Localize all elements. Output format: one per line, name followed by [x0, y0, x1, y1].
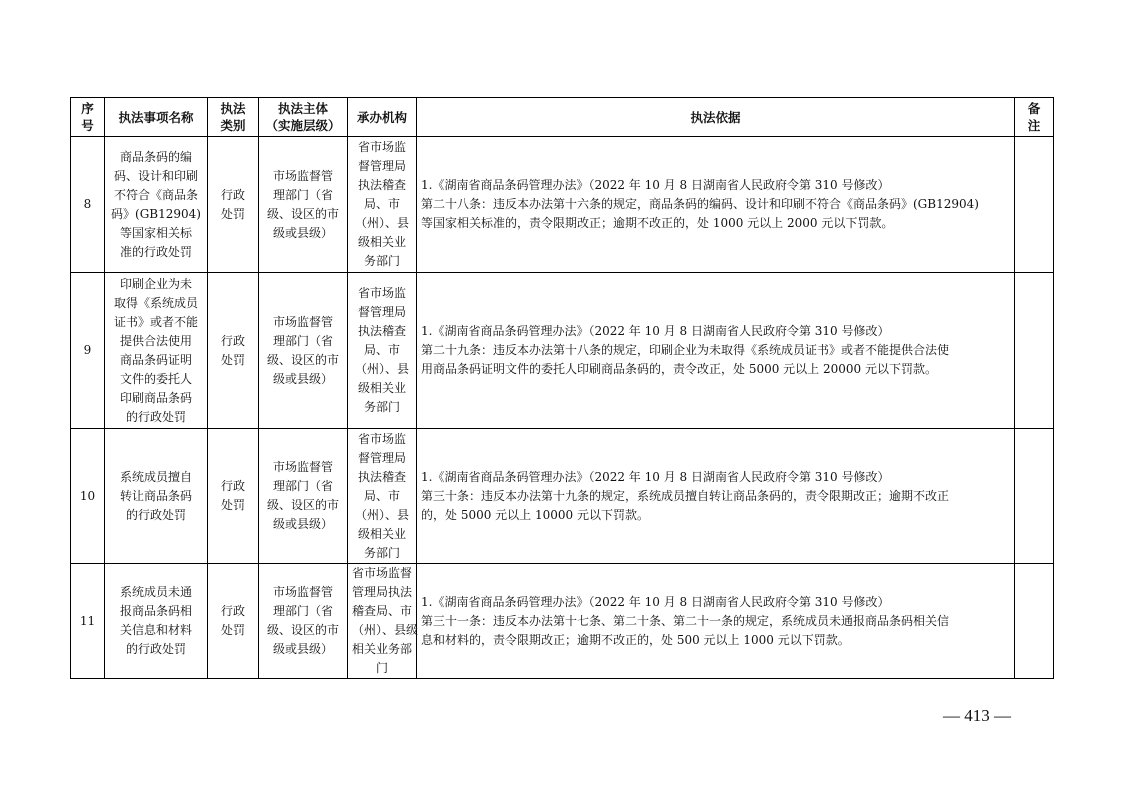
row-item-name: 系统成员未通 报商品条码相 关信息和材料 的行政处罚 [105, 564, 208, 679]
row-subject: 市场监督管 理部门（省 级、设区的市 级或县级） [259, 273, 348, 429]
row-organization: 省市场监 督管理局 执法稽查 局、市 （州）、县 级相关业 务部门 [348, 429, 417, 564]
row-remarks [1015, 273, 1054, 429]
table-row [71, 273, 1054, 429]
row-seq: 8 [71, 137, 105, 273]
row-organization: 省市场监 督管理局 执法稽查 局、市 （州）、县 级相关业 务部门 [348, 273, 417, 429]
header-category: 执法 类别 [208, 98, 259, 137]
header-item-name: 执法事项名称 [105, 98, 208, 137]
header-subject: 执法主体 （实施层级） [259, 98, 348, 137]
row-seq: 11 [71, 564, 105, 679]
row-item-name: 商品条码的编 码、设计和印刷 不符合《商品条 码》(GB12904) 等国家相关标 准的行政处罚 [105, 137, 208, 273]
row-seq: 10 [71, 429, 105, 564]
enforcement-items-table [70, 97, 1054, 679]
header-seq: 序 号 [71, 98, 105, 137]
row-legal-basis: 1.《湖南省商品条码管理办法》（2022 年 10 月 8 日湖南省人民政府令第 310 号修改） 第三十条：违反本办法第十九条的规定，系统成员擅自转让商品条码的，责令限期改正；逾期不改正 的，处 5000 元以上 10000 元以下罚款。 [417, 429, 1015, 564]
table-row [71, 564, 1054, 679]
page-number: — 413 — [943, 706, 1011, 725]
header-legal-basis: 执法依据 [417, 98, 1015, 137]
row-seq: 9 [71, 273, 105, 429]
row-remarks [1015, 564, 1054, 679]
row-item-name: 系统成员擅自 转让商品条码 的行政处罚 [105, 429, 208, 564]
table-header-row [71, 98, 1054, 137]
header-organization: 承办机构 [348, 98, 417, 137]
row-remarks [1015, 429, 1054, 564]
row-legal-basis: 1.《湖南省商品条码管理办法》（2022 年 10 月 8 日湖南省人民政府令第 310 号修改） 第二十九条：违反本办法第十八条的规定，印刷企业为未取得《系统成员证书》或者不能提供合法使 用商品条码证明文件的委托人印刷商品条码的，责令改正，处 5000 元以上 20000 元以下罚款。 [417, 273, 1015, 429]
row-legal-basis: 1.《湖南省商品条码管理办法》（2022 年 10 月 8 日湖南省人民政府令第 310 号修改） 第二十八条：违反本办法第十六条的规定，商品条码的编码、设计和印刷不符合《商品条码》(GB12904) 等国家相关标准的，责令限期改正；逾期不改正的，处 1000 元以上 2000 元以下罚款。 [417, 137, 1015, 273]
row-category: 行政 处罚 [208, 429, 259, 564]
row-subject: 市场监督管 理部门（省 级、设区的市 级或县级） [259, 564, 348, 679]
row-organization: 省市场监 督管理局 执法稽查 局、市 （州）、县 级相关业 务部门 [348, 137, 417, 273]
row-category: 行政 处罚 [208, 137, 259, 273]
row-remarks [1015, 137, 1054, 273]
row-category: 行政 处罚 [208, 273, 259, 429]
row-organization: 省市场监督 管理局执法 稽查局、市 （州）、县级 相关业务部 门 [348, 564, 417, 679]
table-row [71, 137, 1054, 273]
row-subject: 市场监督管 理部门（省 级、设区的市 级或县级） [259, 137, 348, 273]
table-row [71, 429, 1054, 564]
row-subject: 市场监督管 理部门（省 级、设区的市 级或县级） [259, 429, 348, 564]
header-remarks: 备 注 [1015, 98, 1054, 137]
row-legal-basis: 1.《湖南省商品条码管理办法》（2022 年 10 月 8 日湖南省人民政府令第 310 号修改） 第三十一条：违反本办法第十七条、第二十条、第二十一条的规定，系统成员未通报商品条码相关信 息和材料的，责令限期改正；逾期不改正的，处 500 元以上 1000 元以下罚款。 [417, 564, 1015, 679]
row-category: 行政 处罚 [208, 564, 259, 679]
row-item-name: 印刷企业为未 取得《系统成员 证书》或者不能 提供合法使用 商品条码证明 文件的委托人 印刷商品条码 的行政处罚 [105, 273, 208, 429]
